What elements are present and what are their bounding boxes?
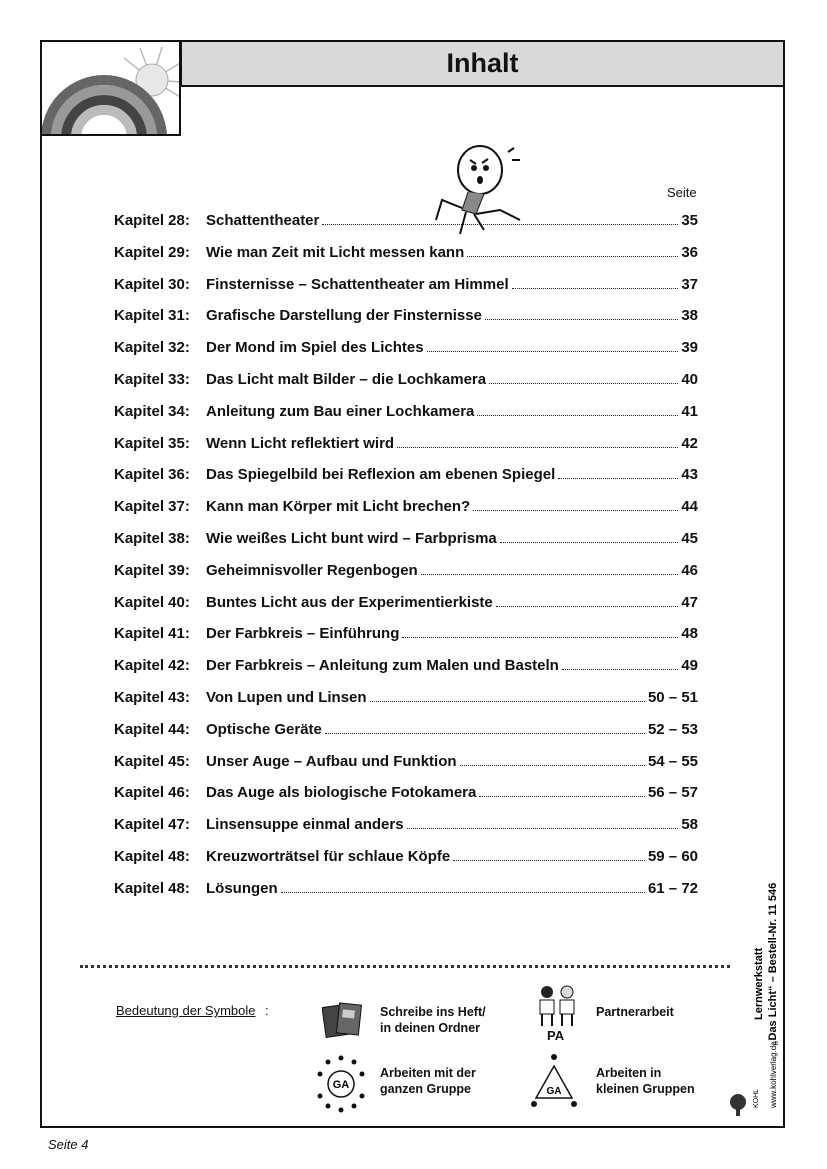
page-ref: 37 [681,275,698,293]
chapter-title: Das Licht malt Bilder – die Lochkamera [206,370,487,388]
page-ref: 42 [681,434,698,452]
chapter-number: Kapitel 30: [114,275,190,293]
chapter-title: Anleitung zum Bau einer Lochkamera [206,402,475,420]
ga-circle-label: GA [332,1079,350,1091]
chapter-number: Kapitel 36: [114,466,190,484]
leader-dots [427,351,679,352]
leader-dots [325,733,645,734]
page-ref: 48 [681,625,698,643]
legend-partner-text: Partnerarbeit [596,1005,674,1019]
page-ref: 36 [681,243,698,261]
small-group-icon [528,1052,580,1110]
rainbow-logo [40,40,181,136]
chapter-number: Kapitel 48: [114,879,190,897]
toc-row [114,562,698,594]
leader-dots [453,860,645,861]
chapter-title: Lösungen [206,879,278,897]
chapter-title: Linsensuppe einmal anders [206,816,404,834]
chapter-number: Kapitel 33: [114,370,190,388]
toc-row [114,466,698,498]
toc-row [114,307,698,339]
leader-dots [407,828,679,829]
table-of-contents [114,212,698,912]
page-ref: 38 [681,307,698,325]
toc-row [114,212,698,244]
leader-dots [460,765,645,766]
page-column-label: Seite [667,185,697,200]
page-ref: 54 – 55 [647,752,698,770]
chapter-title: Der Mond im Spiel des Lichtes [206,339,424,357]
chapter-title: Das Spiegelbild bei Reflexion am ebenen Spiegel [206,466,556,484]
leader-dots [496,606,679,607]
order-number: „Das Licht“ – Bestell-Nr. 11 546 [767,882,779,1046]
leader-dots [473,510,678,511]
chapter-title: Der Farbkreis – Anleitung zum Malen und Basteln [206,657,559,675]
chapter-number: Kapitel 47: [114,816,190,834]
toc-row [114,244,698,276]
leader-dots [397,447,678,448]
leader-dots [512,288,679,289]
page-ref: 50 – 51 [647,688,698,706]
partner-work-icon [532,984,582,1028]
leader-dots [562,669,678,670]
toc-row [114,498,698,530]
chapter-title: Wenn Licht reflektiert wird [206,434,395,452]
chapter-title: Wie weißes Licht bunt wird – Farbprisma [206,529,497,547]
page-ref: 49 [681,657,698,675]
leader-dots [485,319,678,320]
chapter-title: Schattentheater [206,212,320,229]
chapter-number: Kapitel 32: [114,339,190,357]
page-ref: 39 [681,339,698,357]
chapter-title: Kreuzworträtsel für schlaue Köpfe [206,847,451,865]
toc-row [114,371,698,403]
chapter-number: Kapitel 45: [114,752,190,770]
toc-row [114,880,698,912]
page-ref: 58 [681,816,698,834]
legend-klein-text: Arbeiten in kleinen Gruppen [596,1066,695,1096]
page-ref: 56 – 57 [647,784,698,802]
page-ref: 47 [681,593,698,611]
page-ref: 44 [681,498,698,516]
chapter-title: Grafische Darstellung der Finsternisse [206,307,482,325]
chapter-number: Kapitel 46: [114,784,190,802]
chapter-number: Kapitel 43: [114,688,190,706]
toc-row [114,721,698,753]
leader-dots [421,574,679,575]
notebook-icon [322,1000,366,1040]
toc-row [114,657,698,689]
chapter-number: Kapitel 39: [114,561,190,579]
chapter-number: Kapitel 34: [114,402,190,420]
chapter-number: Kapitel 41: [114,625,190,643]
leader-dots [322,224,678,225]
brand-label: KOHL [753,1088,760,1108]
toc-row [114,530,698,562]
leader-dots [370,701,645,702]
chapter-number: Kapitel 40: [114,593,190,611]
chapter-title: Kann man Körper mit Licht brechen? [206,498,471,516]
legend-title-suffix: : [265,1003,269,1018]
page-title: Inhalt [180,40,785,87]
page-ref: 61 – 72 [647,879,698,897]
pa-label: PA [547,1028,565,1043]
page-ref: 35 [681,212,698,229]
leader-dots [489,383,678,384]
chapter-number: Kapitel 29: [114,243,190,261]
leader-dots [467,256,678,257]
toc-row [114,784,698,816]
toc-row [114,848,698,880]
chapter-title: Von Lupen und Linsen [206,688,367,706]
chapter-title: Der Farbkreis – Einführung [206,625,400,643]
chapter-number: Kapitel 37: [114,498,190,516]
leader-dots [479,796,645,797]
legend-title: Bedeutung der Symbole [116,1003,256,1018]
series-name: Lernwerkstatt [753,947,765,1020]
legend-heft-text: Schreibe ins Heft/ in deinen Ordner [380,1005,486,1035]
leader-dots [558,478,678,479]
chapter-title: Geheimnisvoller Regenbogen [206,561,418,579]
chapter-number: Kapitel 28: [114,212,190,229]
chapter-number: Kapitel 42: [114,657,190,675]
toc-row [114,594,698,626]
chapter-number: Kapitel 44: [114,720,190,738]
chapter-number: Kapitel 35: [114,434,190,452]
leader-dots [402,637,678,638]
toc-row [114,276,698,308]
toc-row [114,625,698,657]
page-ref: 59 – 60 [647,847,698,865]
chapter-title: Unser Auge – Aufbau und Funktion [206,752,457,770]
chapter-number: Kapitel 38: [114,529,190,547]
chapter-title: Optische Geräte [206,720,322,738]
dotted-divider [80,965,730,968]
publisher-sidebar [748,868,788,1118]
leader-dots [281,892,645,893]
page-number: Seite 4 [48,1137,89,1152]
chapter-number: Kapitel 48: [114,847,190,865]
leader-dots [477,415,678,416]
toc-row [114,816,698,848]
toc-row [114,435,698,467]
publisher-tree-logo-icon [728,1092,752,1118]
page-ref: 41 [681,402,698,420]
page-ref: 40 [681,370,698,388]
toc-row [114,339,698,371]
leader-dots [500,542,679,543]
page-ref: 45 [681,529,698,547]
toc-row [114,689,698,721]
ga-triangle-label: GA [546,1086,562,1097]
chapter-number: Kapitel 31: [114,307,190,325]
chapter-title: Buntes Licht aus der Experimentierkiste [206,593,493,611]
page-ref: 52 – 53 [647,720,698,738]
toc-row [114,753,698,785]
whole-group-icon [316,1052,366,1114]
legend-gruppe-text: Arbeiten mit der ganzen Gruppe [380,1066,476,1096]
page-ref: 43 [681,466,698,484]
chapter-title: Das Auge als biologische Fotokamera [206,784,477,802]
toc-row [114,403,698,435]
page-ref: 46 [681,561,698,579]
chapter-title: Wie man Zeit mit Licht messen kann [206,243,465,261]
publisher-url: www.kohlverlag.de [769,1041,778,1108]
chapter-title: Finsternisse – Schattentheater am Himmel [206,275,509,293]
